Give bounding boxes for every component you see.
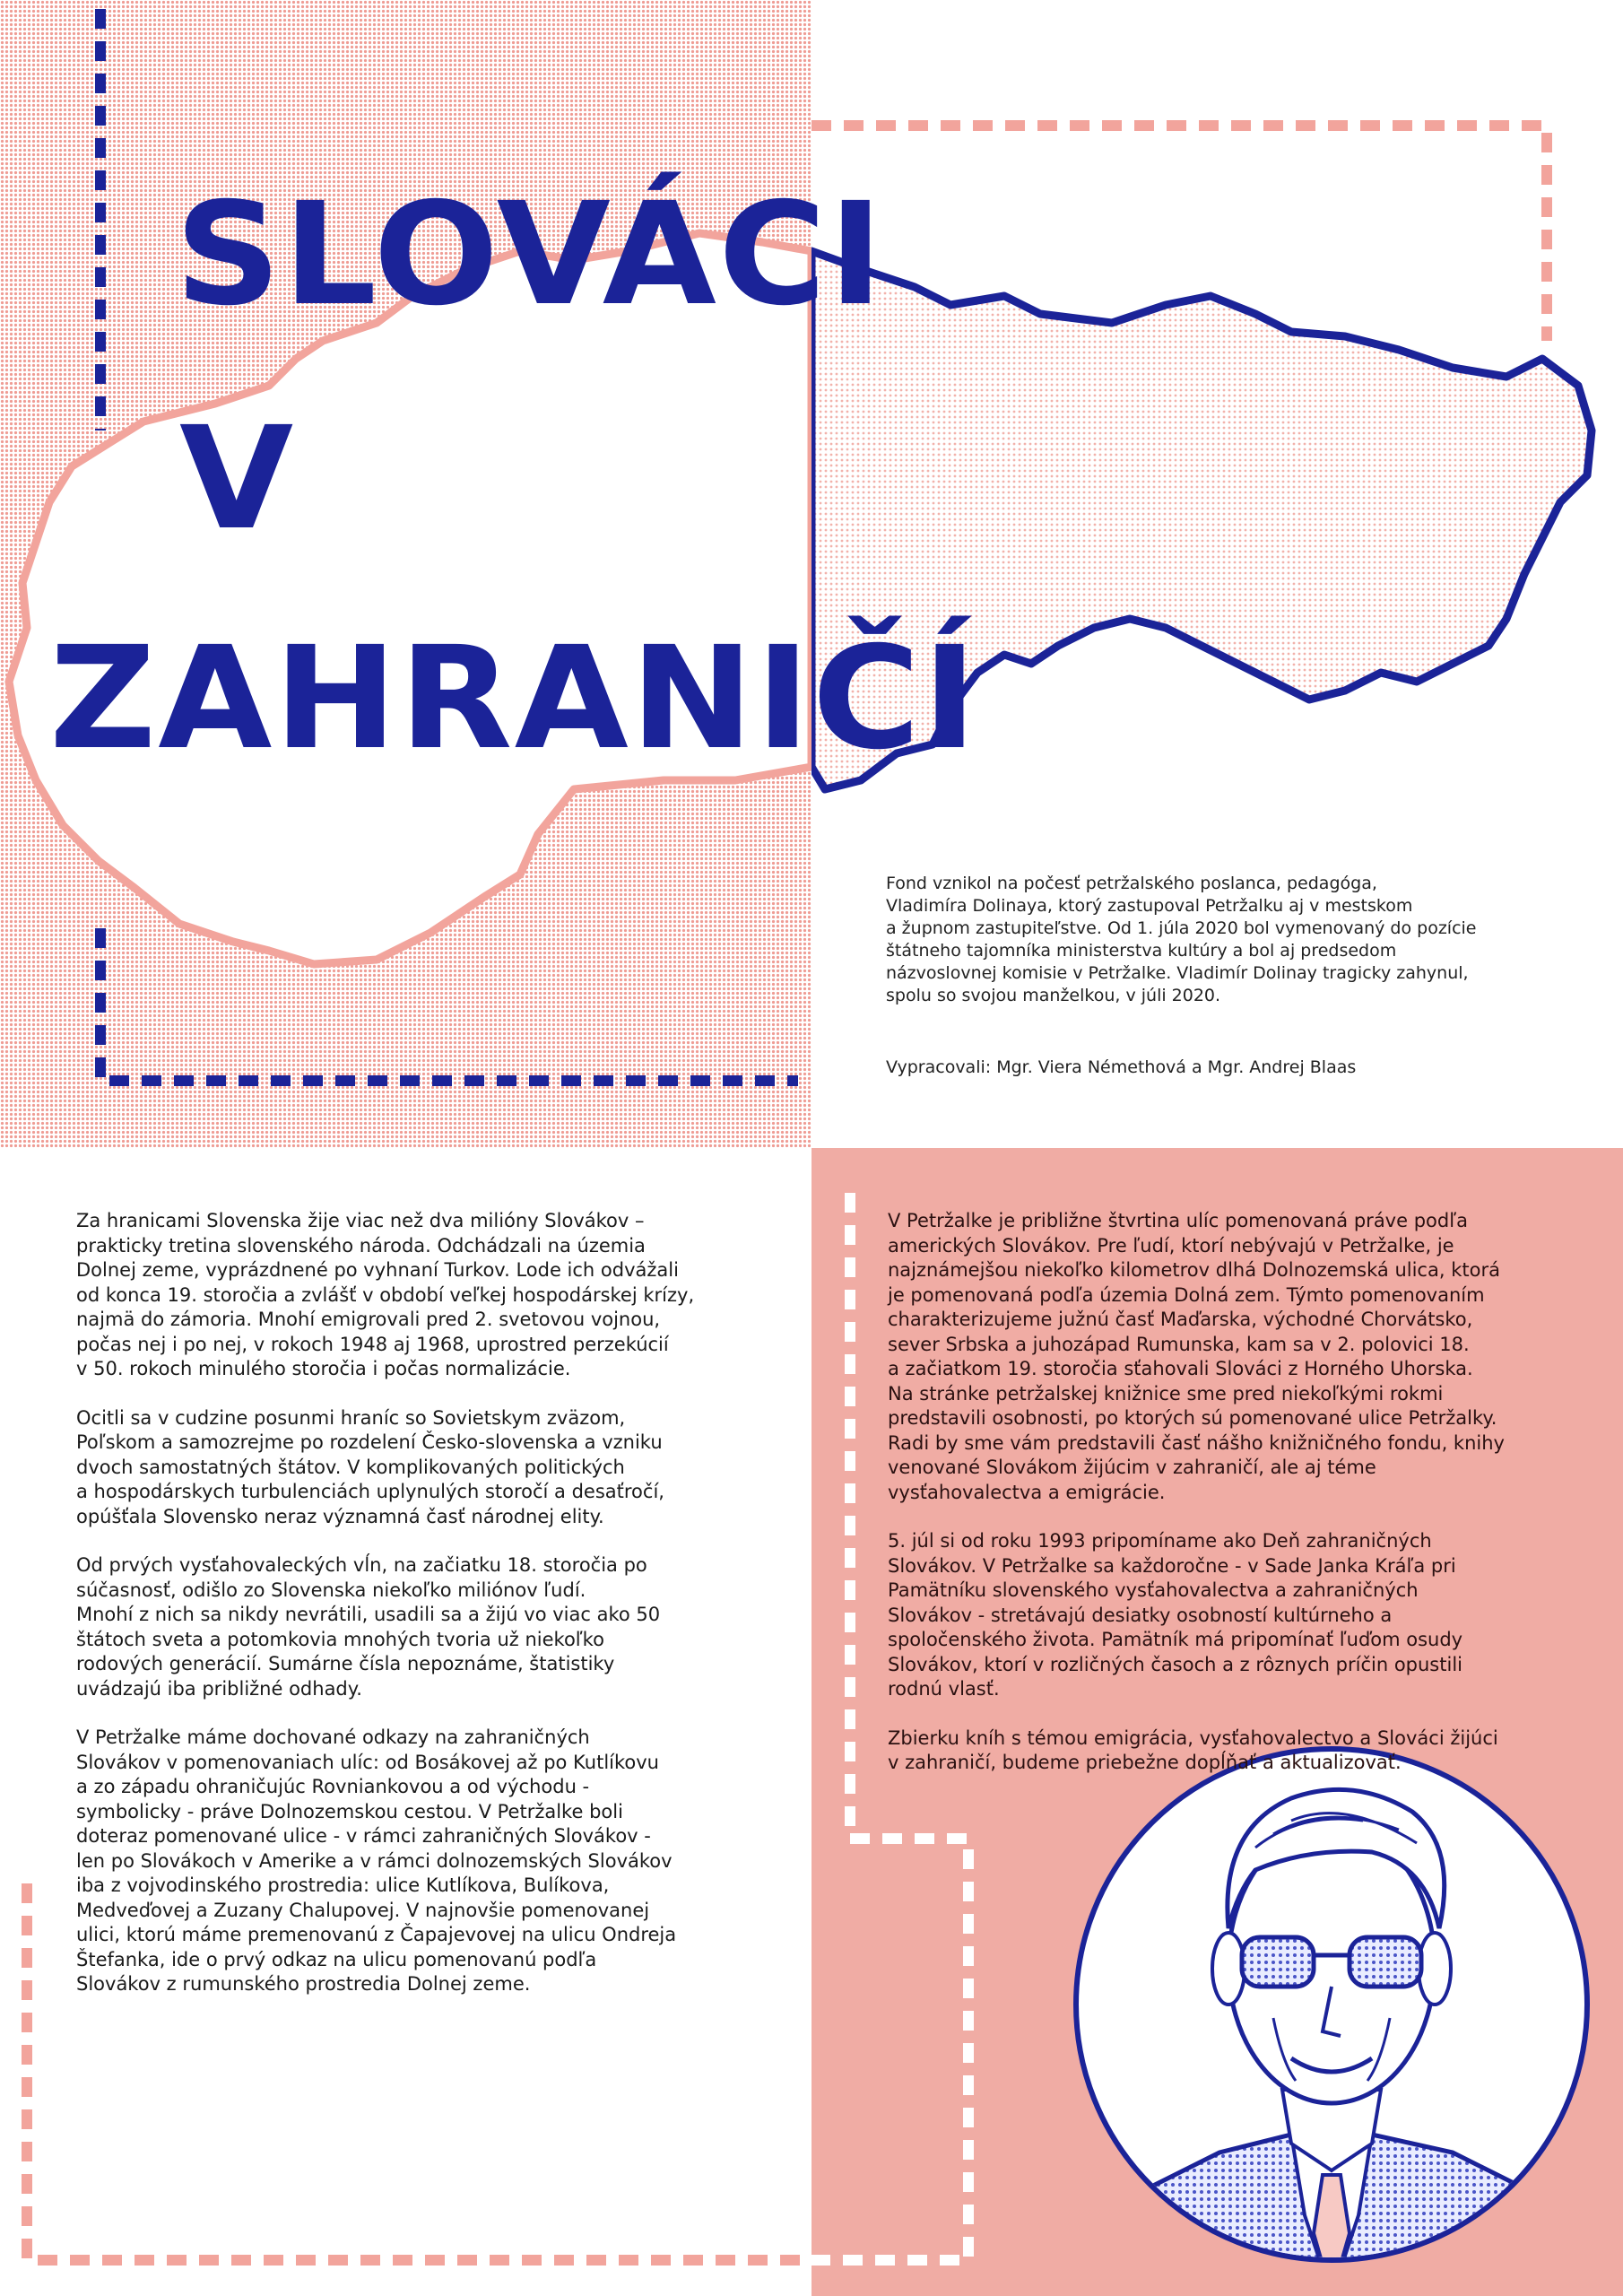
right-paragraph-3: Zbierku kníh s témou emigrácia, vysťahovalectvo a Slováci žijúci v zahraničí, budeme priebežne dopĺňať a aktualizovať.	[888, 1726, 1498, 1773]
authors-credit: Vypracovali: Mgr. Viera Némethová a Mgr. Andrej Blaas	[886, 1057, 1357, 1077]
right-paragraph-2: 5. júl si od roku 1993 pripomíname ako Deň zahraničných Slovákov. V Petržalke sa každoročne - v Sade Janka Kráľa pri Pamätníku slovenského vysťahovalectva a zahraničných Slovákov - stretávajú desiatky osobností kultúrneho a spoločenského života. Pamätník má pripomínať ľuďom osudy Slovákov, ktorí v rozličných časoch a z rôznych príčin opustili rodnú vlasť.	[888, 1530, 1463, 1700]
right-paragraph-1: V Petržalke je približne štvrtina ulíc pomenovaná práve podľa amerických Slovákov. Pre ľudí, ktorí nebývajú v Petržalke, je najznámejšou niekoľko kilometrov dlhá Dolnozemská ulica, ktorá je pomenovaná podľa územia Dolná zem. Týmto pomenovaním charakterizujeme južnú časť Maďarska, východné Chorvátsko, sever Srbska a juhozápad Rumunska, kam sa v 2. polovici 18. a začiatkom 19. storočia sťahovali Slováci z Horného Uhorska. Na stránke petržalskej knižnice sme pred niekoľkými rokmi predstavili osobnosti, po ktorých sú pomenované ulice Petržalky. Radi by sme vám predstavili časť nášho knižničného fondu, knihy venované Slovákom žijúcim v zahraničí, ale aj téme vysťahovalectva a emigrácie.	[888, 1210, 1505, 1503]
fund-description: Fond vznikol na počesť petržalského poslanca, pedagóga, Vladimíra Dolinaya, ktorý zastupoval Petržalku aj v mestskom a župnom zastupiteľstve. Od 1. júla 2020 bol vymenovaný do pozície štátneho tajomníka ministerstva kultúry a bol aj predsedom názvoslovnej komisie v Petržalke. Vladimír Dolinay tragicky zahynul, spolu so svojou manželkou, v júli 2020.	[886, 874, 1477, 1005]
left-column	[76, 1209, 758, 2022]
left-paragraph-2: Ocitli sa v cudzine posunmi hraníc so Sovietskym zväzom, Poľskom a samozrejme po rozdelení Česko-slovenska a vzniku dvoch samostatných štátov. V komplikovaných politických a hospodárskych turbulenciách uplynulých storočí a desaťročí, opúšťala Slovensko neraz významná časť národnej elity.	[76, 1406, 664, 1527]
title-line-3: ZAHRANIČÍ	[49, 616, 979, 781]
right-column	[888, 1209, 1596, 1800]
left-paragraph-4: V Petržalke máme dochované odkazy na zahraničných Slovákov v pomenovaniach ulíc: od Bosákovej až po Kutlíkovu a zo západu ohraničujúc Rovniankovou a od východu - symbolicky - práve Dolnozemskou cestou. V Petržalke boli doteraz pomenované ulice - v rámci zahraničných Slovákov - len po Slovákoch v Amerike a v rámci dolnozemských Slovákov iba z vojvodinského prostredia: ulice Kutlíkova, Bulíkova, Medveďovej a Zuzany Chalupovej. V najnovšie pomenovanej ulici, ktorú máme premenovanú z Čapajevovej na ulicu Ondreja Štefanka, ide o prvý odkaz na ulicu pomenovanú podľa Slovákov z rumunského prostredia Dolnej zeme.	[76, 1726, 677, 1995]
left-paragraph-1: Za hranicami Slovenska žije viac než dva milióny Slovákov – prakticky tretina slovenského národa. Odchádzali na územia Dolnej zeme, vyprázdnené po vyhnaní Turkov. Lode ich odvážali od konca 19. storočia a zvlášť v období veľkej hospodárskej krízy, najmä do zámoria. Mnohí emigrovali pred 2. svetovou vojnou, počas nej i po nej, v rokoch 1948 aj 1968, uprostred perzekúcií v 50. rokoch minulého storočia i počas normalizácie.	[76, 1210, 695, 1379]
left-paragraph-3: Od prvých vysťahovaleckých vĺn, na začiatku 18. storočia po súčasnosť, odišlo zo Slovenska niekoľko miliónov ľudí. Mnohí z nich sa nikdy nevrátili, usadili sa a žijú vo viac ako 50 štátoch sveta a potomkovia mnohých tvoria už niekoľko rodových generácií. Sumárne čísla nepoznáme, štatistiky uvádzajú iba približné odhady.	[76, 1554, 661, 1700]
title-line-2: V	[179, 396, 296, 561]
title-line-1: SLOVÁCI	[175, 172, 885, 337]
